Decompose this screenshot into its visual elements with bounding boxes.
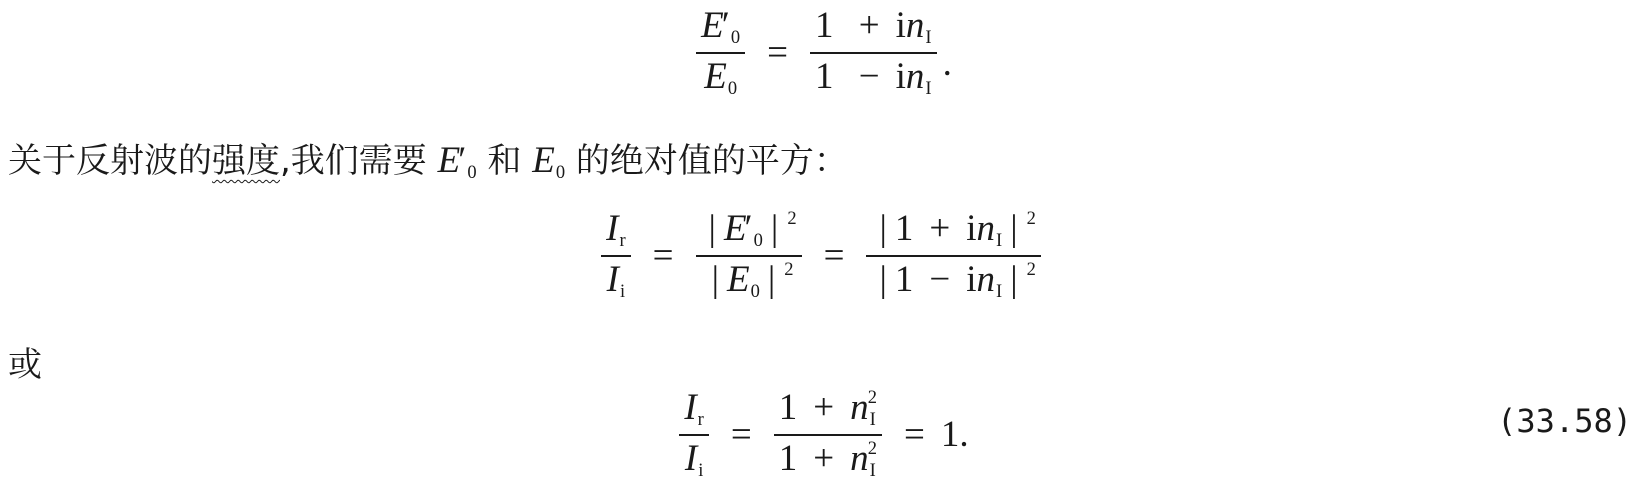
eq2-lhs-denominator: $I_i$ xyxy=(606,258,626,303)
eq1-lhs-fraction xyxy=(696,6,745,100)
eq1-equals-sign: = xyxy=(767,32,788,74)
eq2-mid-fraction xyxy=(696,209,802,303)
para1-emphasis: 强度 xyxy=(212,141,280,181)
eq3-lhs-denominator: $I_i$ xyxy=(684,437,704,482)
eq2-mid-denominator: | $E_0$ | $^2$ xyxy=(711,258,794,303)
eq2-equals-sign-1: = xyxy=(652,235,674,277)
equation-2 xyxy=(0,209,1642,303)
eq2-mid-numerator: | $E'_0$ | $^2$ xyxy=(696,209,802,257)
eq3-lhs-fraction xyxy=(679,388,709,482)
paragraph-line-1 xyxy=(8,133,848,184)
eq3-rhs-denominator: $1 + n_I^2$ xyxy=(778,437,878,482)
para1-and: 和 xyxy=(476,141,533,181)
eq3-period: . xyxy=(959,414,969,456)
eq1-lhs-numerator: $E'_0$ xyxy=(696,6,745,54)
equation-3 xyxy=(0,388,1642,482)
para1-post: 的绝对值的平方： xyxy=(565,141,848,181)
eq2-lhs-fraction xyxy=(601,209,631,303)
para1-pre: 关于反射波的 xyxy=(8,141,212,181)
eq3-equals-sign-2: = xyxy=(904,414,925,456)
para1-e: $E_0$ xyxy=(532,140,566,184)
or-text: 或 xyxy=(8,345,42,385)
eq2-equals-sign-2: = xyxy=(823,235,845,277)
eq3-rhs-numerator: $1 + n_I^2$ xyxy=(774,388,882,436)
eq2-rhs-numerator: | $1 + in_I$ | $^2$ xyxy=(866,209,1040,257)
equation-number: (33.58) xyxy=(1497,402,1632,440)
eq1-lhs-denominator: $E_0$ xyxy=(704,55,738,100)
eq2-lhs-numerator: $I_r$ xyxy=(601,209,631,257)
eq3-rhs-fraction xyxy=(774,388,882,482)
eq1-rhs-numerator: $1 + in_I$ xyxy=(810,6,937,54)
eq1-rhs-fraction xyxy=(810,6,937,100)
eq3-equals-sign-1: = xyxy=(730,414,752,456)
para1-mid: ,我们需要 xyxy=(280,141,438,181)
eq1-period: . xyxy=(942,43,952,85)
eq3-lhs-numerator: $I_r$ xyxy=(679,388,709,436)
equation-1 xyxy=(0,6,1642,100)
eq3-result: 1 xyxy=(940,414,960,456)
eq2-rhs-denominator: | $1 - in_I$ | $^2$ xyxy=(879,258,1036,303)
eq2-rhs-fraction xyxy=(866,209,1040,303)
eq1-rhs-denominator: $1 - in_I$ xyxy=(815,55,932,100)
para1-e-prime: $E'_0$ xyxy=(437,140,477,184)
